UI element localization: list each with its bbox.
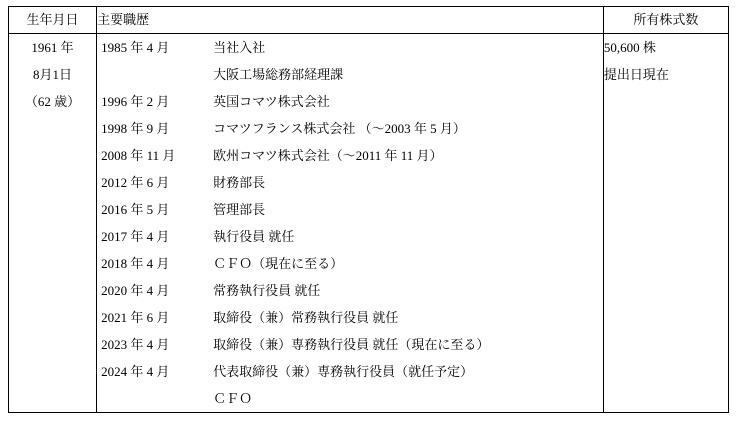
career-entry-text: ＣＦＯ	[213, 391, 253, 406]
career-entry-text: 管理部長	[213, 202, 266, 217]
career-entry-text: 執行役員 就任	[213, 229, 295, 244]
career-entry-date: 2008 年 11 月	[101, 148, 176, 163]
career-entry	[97, 61, 603, 88]
career-entry	[97, 169, 603, 196]
career-entry	[97, 250, 603, 277]
career-entry-date: 1998 年 9 月	[101, 121, 170, 136]
career-entry-text: 財務部長	[213, 175, 266, 190]
table-body	[9, 34, 729, 413]
career-entry-text: 常務執行役員 就任	[213, 283, 321, 298]
career-entry-date: 2012 年 6 月	[101, 175, 170, 190]
column-header-birthdate: 生年月日	[9, 7, 97, 34]
shares-cell	[603, 34, 728, 413]
career-entry-text: ＣＦＯ（現在に至る）	[213, 256, 344, 271]
career-entry-date: 2018 年 4 月	[101, 256, 170, 271]
career-entry	[97, 88, 603, 115]
career-entry-text: コマツフランス株式会社 （～2003 年 5 月）	[213, 121, 466, 136]
career-entry	[97, 223, 603, 250]
table-header-row	[9, 7, 729, 34]
birthdate-line: 8月1日	[33, 67, 73, 82]
career-entry	[97, 277, 603, 304]
career-entry-date: 2023 年 4 月	[101, 337, 170, 352]
birthdate-line: （62 歳）	[24, 94, 81, 109]
career-entry-date: 2017 年 4 月	[101, 229, 170, 244]
career-entry	[97, 331, 603, 358]
career-entry	[97, 304, 603, 331]
career-entry-date: 2016 年 5 月	[101, 202, 170, 217]
birthdate-line: 1961 年	[31, 40, 74, 55]
career-entry	[97, 385, 603, 412]
table-header	[9, 7, 729, 34]
column-header-career: 主要職歴	[97, 7, 604, 34]
shares-asof-note: 提出日現在	[603, 67, 669, 82]
table-row	[9, 34, 729, 413]
career-entry-text: 当社入社	[213, 40, 266, 55]
career-entry-date: 2020 年 4 月	[101, 283, 170, 298]
executive-profile-table	[8, 6, 729, 413]
career-entry-date: 2021 年 6 月	[101, 310, 170, 325]
career-entry-text: 大阪工場総務部経理課	[213, 67, 344, 82]
career-entry	[97, 196, 603, 223]
career-entry-text: 取締役（兼）常務執行役員 就任	[213, 310, 399, 325]
career-entry-date: 1985 年 4 月	[101, 40, 170, 55]
career-entry	[97, 115, 603, 142]
career-entry-text: 欧州コマツ株式会社（～2011 年 11 月）	[213, 148, 443, 163]
career-entry	[97, 34, 603, 61]
career-entry-text: 取締役（兼）専務執行役員 就任（現在に至る）	[213, 337, 490, 352]
career-cell	[97, 34, 604, 413]
career-entry-date: 2024 年 4 月	[101, 364, 170, 379]
shares-count: 50,600 株	[603, 40, 656, 55]
career-entry	[97, 358, 603, 385]
birthdate-cell	[9, 34, 97, 413]
career-entry-text: 英国コマツ株式会社	[213, 94, 330, 109]
column-header-shares: 所有株式数	[603, 7, 728, 34]
career-entry-date: 1996 年 2 月	[101, 94, 170, 109]
career-entry-text: 代表取締役（兼）専務執行役員（就任予定）	[213, 364, 474, 379]
career-entry	[97, 142, 603, 169]
